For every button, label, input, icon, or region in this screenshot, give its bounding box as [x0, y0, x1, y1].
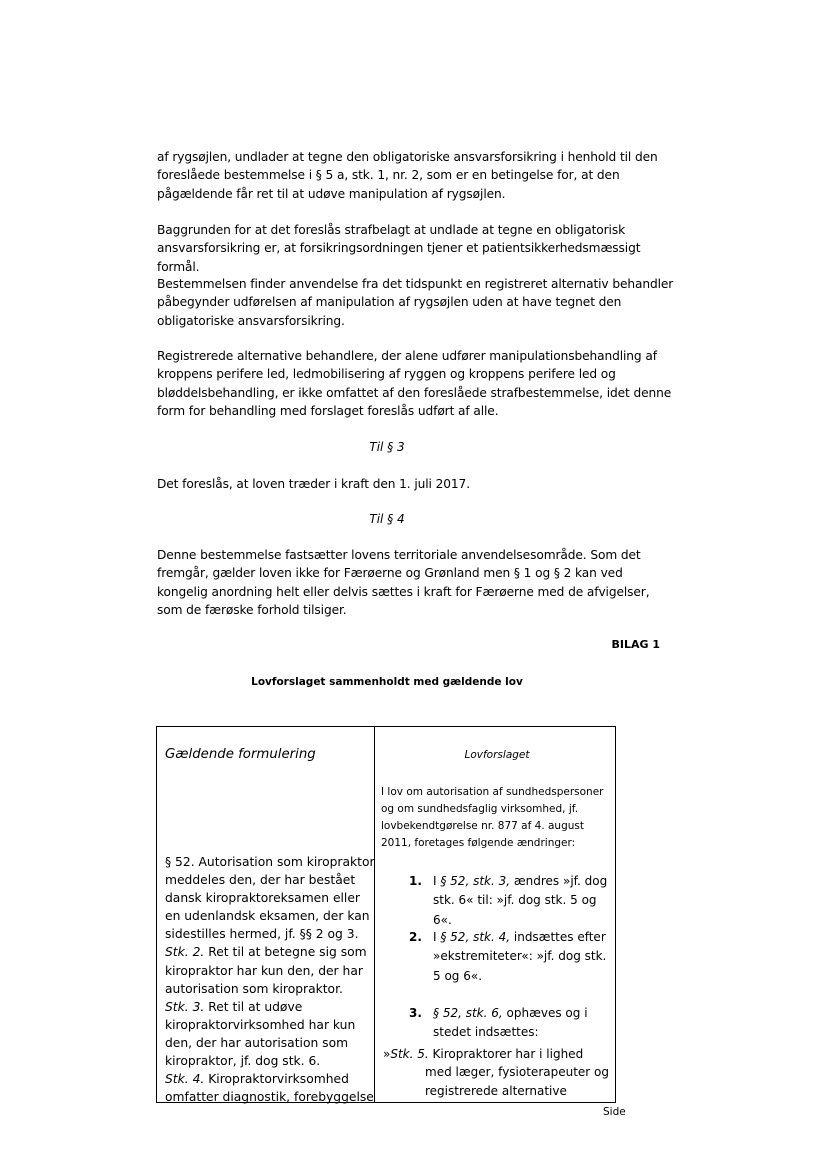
current-law-text	[165, 853, 375, 1106]
new-stk-5: »Stk. 5. Kiropraktorer har i lighed med læger, fysioterapeuter og registrerede alternative	[383, 1047, 610, 1098]
stk-3: Stk. 3. Ret til at udøve kiropraktorvirksomhed har kun den, der har autorisation som kiropraktor, jf. dog stk. 6.	[165, 999, 356, 1069]
paragraph-3: Bestemmelsen finder anvendelse fra det tidspunkt en registreret alternativ behandler påbegynder udførelsen af manipulation af rygsøjlen uden at have tegnet den obligatoriske ansvarsforsikring.	[157, 277, 674, 328]
paragraph-1: af rygsøjlen, undlader at tegne den obligatoriske ansvarsforsikring i henhold til den foreslåede bestemmelse i § 5 a, stk. 1, nr. 2, som er en betingelse for, at den pågældende får ret til at udøve manipulation af rygsøjlen.	[157, 150, 658, 201]
heading-til-3: Til § 3	[369, 440, 405, 454]
amendment-item: 1. I § 52, stk. 3, ændres »jf. dog stk. 6« til: »jf. dog stk. 5 og 6«.	[409, 874, 608, 927]
paragraph-2: Baggrunden for at det foreslås strafbelagt at undlade at tegne en obligatorisk ansvarsforsikring er, at forsikringsordningen tjener et patientsikkerhedsmæssigt formål.	[157, 223, 641, 274]
page-footer: Side	[603, 1106, 626, 1118]
heading-til-4: Til § 4	[369, 512, 405, 526]
bilag-label: BILAG 1	[611, 638, 660, 651]
paragraph-6: Denne bestemmelse fastsætter lovens territoriale anvendelsesområde. Som det fremgår, gælder loven ikke for Færøerne og Grønland men § 1 og § 2 kan ved kongelig anordning helt eller delvis sættes i kraft for Færøerne med de afvigelser, som de færøske forhold tilsiger.	[157, 548, 650, 618]
paragraph-5: Det foreslås, at loven træder i kraft den 1. juli 2017.	[157, 477, 470, 491]
bill-header: Lovforslaget	[464, 749, 530, 761]
stk-2: Stk. 2. Ret til at betegne sig som kiropraktor har kun den, der har autorisation som kiropraktor.	[165, 945, 367, 996]
stk-4: Stk. 4. Kiropraktorvirksomhed omfatter diagnostik, forebyggelse	[165, 1072, 374, 1105]
section-52-text: § 52. Autorisation som kiropraktor meddeles den, der har bestået dansk kiropraktoreksamen eller en udenlandsk eksamen, der kan sidestilles hermed, jf. §§ 2 og 3.	[165, 855, 375, 942]
bill-intro: I lov om autorisation af sundhedspersoner og om sundhedsfaglig virksomhed, jf. lovbekendtgørelse nr. 877 af 4. august 2011, foretages følgende ændringer:	[381, 786, 604, 849]
comparison-title: Lovforslaget sammenholdt med gældende lov	[251, 676, 523, 688]
amendment-item: 2. I § 52, stk. 4, indsættes efter »ekstremiteter«: »jf. dog stk. 5 og 6«.	[409, 930, 607, 983]
current-law-header: Gældende formulering	[165, 747, 316, 762]
comparison-table	[156, 726, 616, 1103]
amendment-item: 3. § 52, stk. 6, ophæves og i stedet indsættes:	[409, 1006, 588, 1040]
paragraph-4: Registrerede alternative behandlere, der alene udfører manipulationsbehandling af kroppens perifere led, ledmobilisering af ryggen og kroppens perifere led og bløddelsbehandling, er ikke omfattet af den foreslåede strafbestemmelse, idet denne form for behandling med forslaget foreslås udført af alle.	[157, 349, 672, 419]
